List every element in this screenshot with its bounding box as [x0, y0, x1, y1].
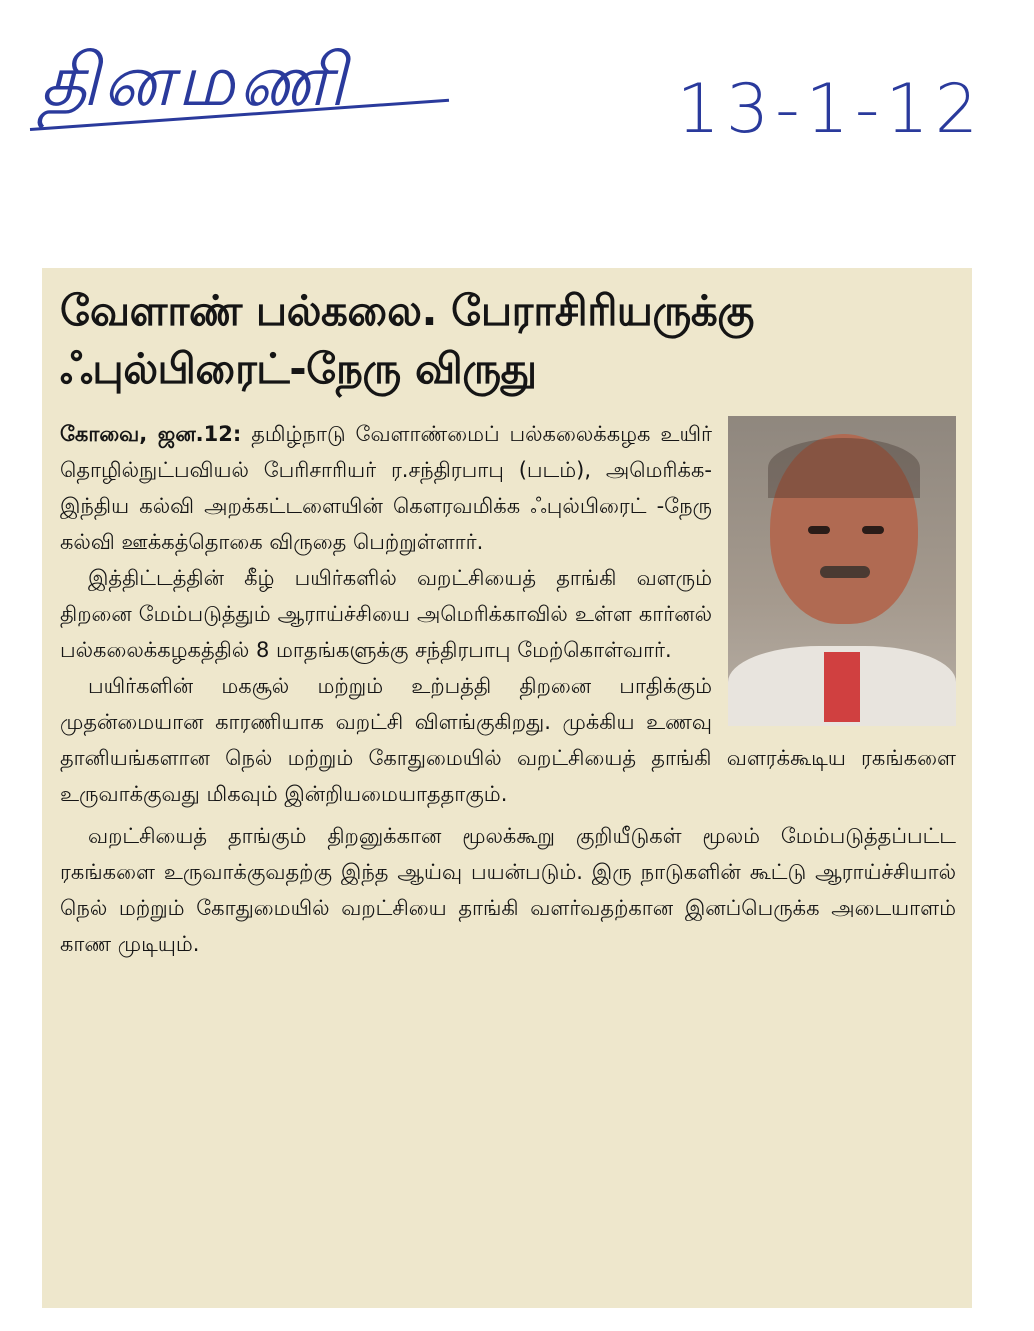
- article-paragraph: பயிர்களின் மகசூல் மற்றும் உற்பத்தி திறனை பாதிக்கும் முதன்மையான காரணியாக வறட்சி விளங்குகிறது. முக்கிய உணவு தானியங்களான நெல் மற்றும் கோதுமையில் வறட்சியைத் தாங்கி வளரக்கூடிய ரகங்களை உருவாக்குவது மிகவும் இன்றியமையாததாகும்.: [60, 674, 956, 806]
- handwritten-date: 13-1-12: [676, 70, 984, 149]
- article-dateline: கோவை, ஜன.12:: [60, 422, 242, 446]
- article-paragraph: இத்திட்டத்தின் கீழ் பயிர்களில் வறட்சியைத் தாங்கி வளரும் திறனை மேம்படுத்தும் ஆராய்ச்சியை அமெரிக்காவில் உள்ள கார்னல் பல்கலைக்கழகத்தில் 8 மாதங்களுக்கு சந்திரபாபு மேற்கொள்வார்.: [60, 566, 712, 662]
- headline-line-1: வேளாண் பல்கலை. பேராசிரியருக்கு: [60, 286, 754, 335]
- article-paragraph: வறட்சியைத் தாங்கும் திறனுக்கான மூலக்கூறு குறியீடுகள் மூலம் மேம்படுத்தப்பட்ட ரகங்களை உருவாக்குவதற்கு இந்த ஆய்வு பயன்படும். இரு நாடுகளின் கூட்டு ஆராய்ச்சியால் நெல் மற்றும் கோதுமையில் வறட்சியை தாங்கி வளர்வதற்கான இனப்பெருக்க அடையாளம் காண முடியும்.: [60, 824, 956, 956]
- portrait-photo: [728, 416, 956, 726]
- article-headline: [60, 282, 956, 398]
- headline-line-2: ஃபுல்பிரைட்-நேரு விருது: [60, 344, 537, 393]
- newspaper-clipping: [42, 268, 972, 1308]
- handwritten-paper-name: தினமணி: [40, 38, 350, 122]
- paragraph-text: தமிழ்நாடு வேளாண்மைப் பல்கலைக்கழக உயிர் தொழில்நுட்பவியல் பேரிசாரியர் ர.சந்திரபாபு (படம்), அமெரிக்க-இந்திய கல்வி அறக்கட்டளையின் கௌரவமிக்க ஃபுல்பிரைட் -நேரு கல்வி ஊக்கத்தொகை விருதை பெற்றுள்ளார்.: [60, 422, 712, 554]
